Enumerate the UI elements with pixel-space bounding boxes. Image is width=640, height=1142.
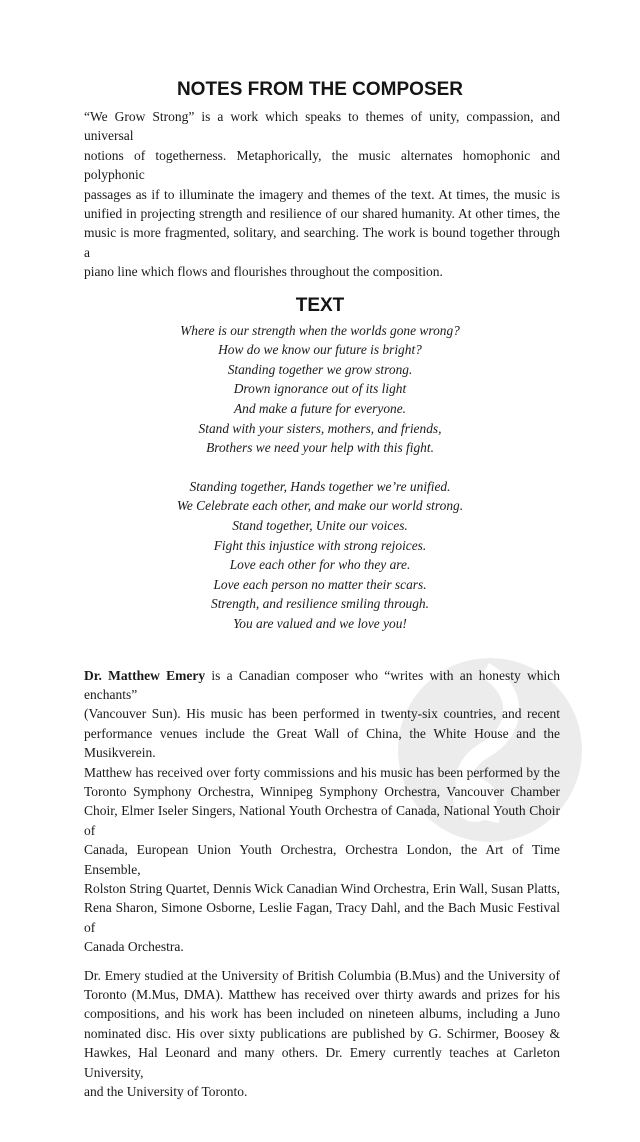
composer-name: Dr. Matthew Emery [84, 667, 206, 683]
line-text: Choir, Elmer Iseler Singers, National Youth Orchestra of Canada, National Youth Choir of [84, 803, 560, 838]
line-text: Matthew has received over forty commissions and his music has been performed by the [84, 764, 560, 780]
text-line [84, 937, 560, 956]
text-line [84, 782, 560, 801]
line-text: Brothers we need your help with this fight. [206, 440, 434, 456]
line-text: compositions, and his work has been included on nineteen albums, including a Juno [84, 1006, 560, 1022]
line-text: Fight this injustice with strong rejoices. [213, 537, 427, 553]
line-text: music is more fragmented, solitary, and searching. The work is bound together through a [84, 225, 560, 260]
line-text: (Vancouver Sun). His music has been performed in twenty-six countries, and recent [84, 706, 560, 722]
line-text: Standing together we grow strong. [227, 361, 413, 377]
text-line [84, 1004, 560, 1023]
bio-paragraph-1 [84, 666, 560, 957]
line-text: unified in projecting strength and resilience of our shared humanity. At other times, the [84, 206, 560, 222]
lyrics-stanza-2 [0, 477, 640, 634]
text-line [0, 321, 640, 341]
text-line [0, 379, 640, 399]
line-text: You are valued and we love you! [233, 615, 407, 631]
text-line [0, 516, 640, 536]
text-heading: TEXT [295, 294, 345, 316]
text-line [0, 614, 640, 634]
line-text: passages as if to illuminate the imagery and themes of the text. At times, the music is [84, 186, 560, 202]
line-text: notions of togetherness. Metaphorically, the music alternates homophonic and polyphonic [84, 147, 560, 183]
text-line [0, 399, 640, 419]
text-line [84, 801, 560, 840]
text-line [0, 340, 640, 360]
text-line [84, 1082, 560, 1101]
line-text: “We Grow Strong” is a work which speaks to themes of unity, compassion, and universal [84, 109, 560, 144]
text-line [84, 107, 560, 146]
text-line [0, 575, 640, 595]
text-line [0, 594, 640, 614]
line-text: and the University of Toronto. [84, 1084, 248, 1100]
line-text: Canada Orchestra. [84, 939, 184, 955]
line-text: Love each person no matter their scars. [213, 576, 427, 592]
text-line [84, 1043, 560, 1082]
line-text: How do we know our future is bright? [218, 342, 422, 358]
text-line [0, 555, 640, 575]
line-text: Where is our strength when the worlds gone wrong? [180, 322, 460, 338]
line-text: is a Canadian composer who “writes with an honesty which enchants” [84, 667, 560, 702]
line-text: Canada, European Union Youth Orchestra, Orchestra London, the Art of Time Ensemble, [84, 842, 560, 877]
bio-paragraph-2 [84, 966, 560, 1102]
line-text: We Celebrate each other, and make our world strong. [176, 498, 464, 514]
text-line [84, 898, 560, 937]
line-text: Strength, and resilience smiling through. [211, 596, 429, 612]
line-text: Drown ignorance out of its light [233, 381, 407, 397]
line-text: Hawkes, Hal Leonard and many others. Dr. Emery currently teaches at Carleton University, [84, 1045, 560, 1080]
line-text: Toronto Symphony Orchestra, Winnipeg Symphony Orchestra, Vancouver Chamber [84, 784, 560, 799]
text-line [0, 438, 640, 458]
text-line [84, 704, 560, 723]
line-text: Stand with your sisters, mothers, and friends, [198, 420, 442, 436]
text-line [84, 223, 560, 262]
line-text: Rena Sharon, Simone Osborne, Leslie Fagan, Tracy Dahl, and the Bach Music Festival of [84, 900, 560, 935]
text-line [84, 204, 560, 223]
line-text: performance venues include the Great Wall of China, the White House and the Musikverein. [84, 725, 560, 761]
text-line [84, 763, 560, 782]
text-line [0, 419, 640, 439]
text-line [0, 477, 640, 497]
line-text: Standing together, Hands together we’re unified. [189, 478, 451, 494]
text-line [84, 879, 560, 898]
line-text: piano line which flows and flourishes throughout the composition. [84, 264, 443, 280]
line-text: And make a future for everyone. [233, 401, 407, 417]
text-line [84, 1024, 560, 1043]
line-text: Toronto (M.Mus, DMA). Matthew has received over thirty awards and prizes for his [84, 987, 560, 1003]
text-line [84, 262, 560, 281]
line-text: nominated disc. His over sixty publications are published by G. Schirmer, Boosey & [84, 1025, 560, 1041]
text-line [84, 146, 560, 185]
lyrics-stanza-1 [0, 321, 640, 458]
text-line [84, 185, 560, 204]
text-line [0, 360, 640, 380]
line-text: Stand together, Unite our voices. [232, 518, 408, 533]
line-text: Love each other for who they are. [229, 557, 411, 573]
text-line [84, 666, 560, 705]
notes-paragraph [84, 107, 560, 282]
notes-heading: NOTES FROM THE COMPOSER [176, 79, 464, 100]
text-line [0, 536, 640, 556]
text-line [84, 724, 560, 763]
text-line [0, 496, 640, 516]
text-line [84, 966, 560, 985]
line-text: Rolston String Quartet, Dennis Wick Canadian Wind Orchestra, Erin Wall, Susan Platts, [84, 881, 560, 897]
text-line [84, 840, 560, 879]
line-text: Dr. Emery studied at the University of British Columbia (B.Mus) and the University of [84, 967, 560, 983]
